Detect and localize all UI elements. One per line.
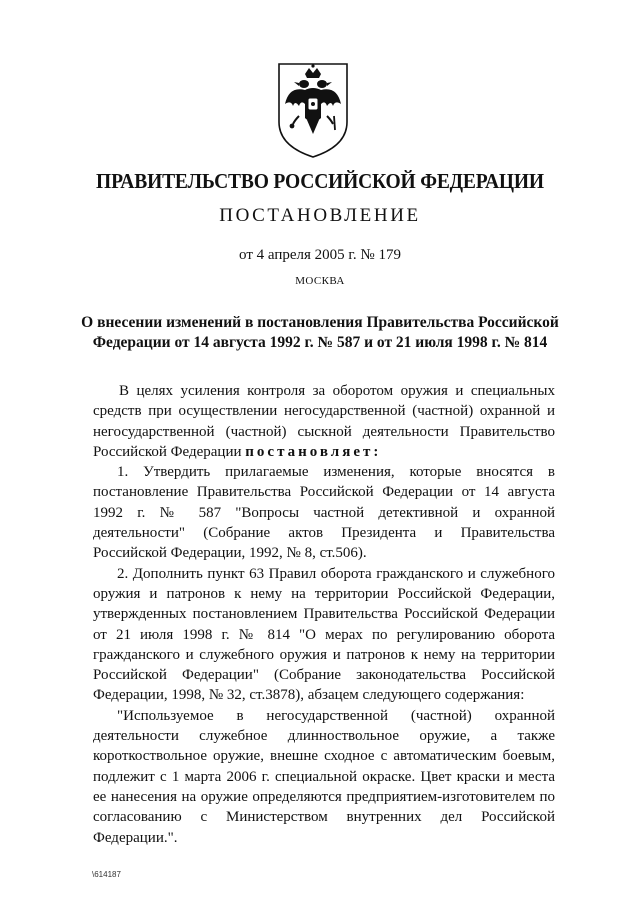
intro-paragraph bbox=[93, 381, 555, 462]
document-number: № 179 bbox=[360, 247, 401, 263]
government-name: ПРАВИТЕЛЬСТВО РОССИЙСКОЙ ФЕДЕРАЦИИ bbox=[96, 169, 544, 193]
city: МОСКВА bbox=[295, 275, 345, 287]
intro-text: В целях усиления контроля за оборотом оружия и специальных средств при осуществлении негосударственной (частной) охранной и негосударственной (частной) сыскной деятельности Правительство Российской Федерации bbox=[93, 383, 555, 460]
item-1-paragraph: 1. Утвердить прилагаемые изменения, которые вносятся в постановление Правительства Российской Федерации от 14 августа 1992 г. № 587 "Вопросы частной детективной и охранной деятельности" (Собрание актов Президента и Правительства Российской Федерации, 1992, № 8, ст.506). bbox=[93, 464, 555, 562]
document-date-line bbox=[0, 247, 640, 264]
document-date: 4 апреля 2005 г. bbox=[256, 247, 357, 263]
coat-of-arms-emblem bbox=[275, 60, 351, 160]
document-code: \614187 bbox=[92, 870, 121, 879]
document-title: О внесении изменений в постановления Правительства Российской Федерации от 14 августа 1992 г. № 587 и от 21 июля 1998 г. № 814 bbox=[81, 314, 559, 351]
date-prefix: от bbox=[239, 247, 253, 263]
item-2-paragraph: 2. Дополнить пункт 63 Правил оборота гражданского и служебного оружия и патронов к нему на территории Российской Федерации, утвержденных постановлением Правительства Российской Федерации от 21 июля 1998 г. № 814 "О мерах по регулированию оборота гражданского и служебного оружия и патронов к нему на территории Российской Федерации" (Собрание законодательства Российской Федерации, 1998, № 32, ст.3878), абзацем следующего содержания: bbox=[93, 565, 555, 704]
document-body bbox=[93, 381, 555, 848]
document-type: ПОСТАНОВЛЕНИЕ bbox=[219, 205, 421, 226]
quoted-paragraph: "Используемое в негосударственной (частной) охранной деятельности служебное длинноствольное оружие, а также короткоствольное оружие, внешне сходное с автоматическим боевым, подлежит с 1 марта 2006 г. специальной окраске. Цвет краски и места ее нанесения на оружие определяются предприятием-изготовителем по согласованию с Министерством внутренних дел Российской Федерации.". bbox=[93, 707, 555, 846]
decrees-word: постановляет: bbox=[245, 443, 382, 460]
